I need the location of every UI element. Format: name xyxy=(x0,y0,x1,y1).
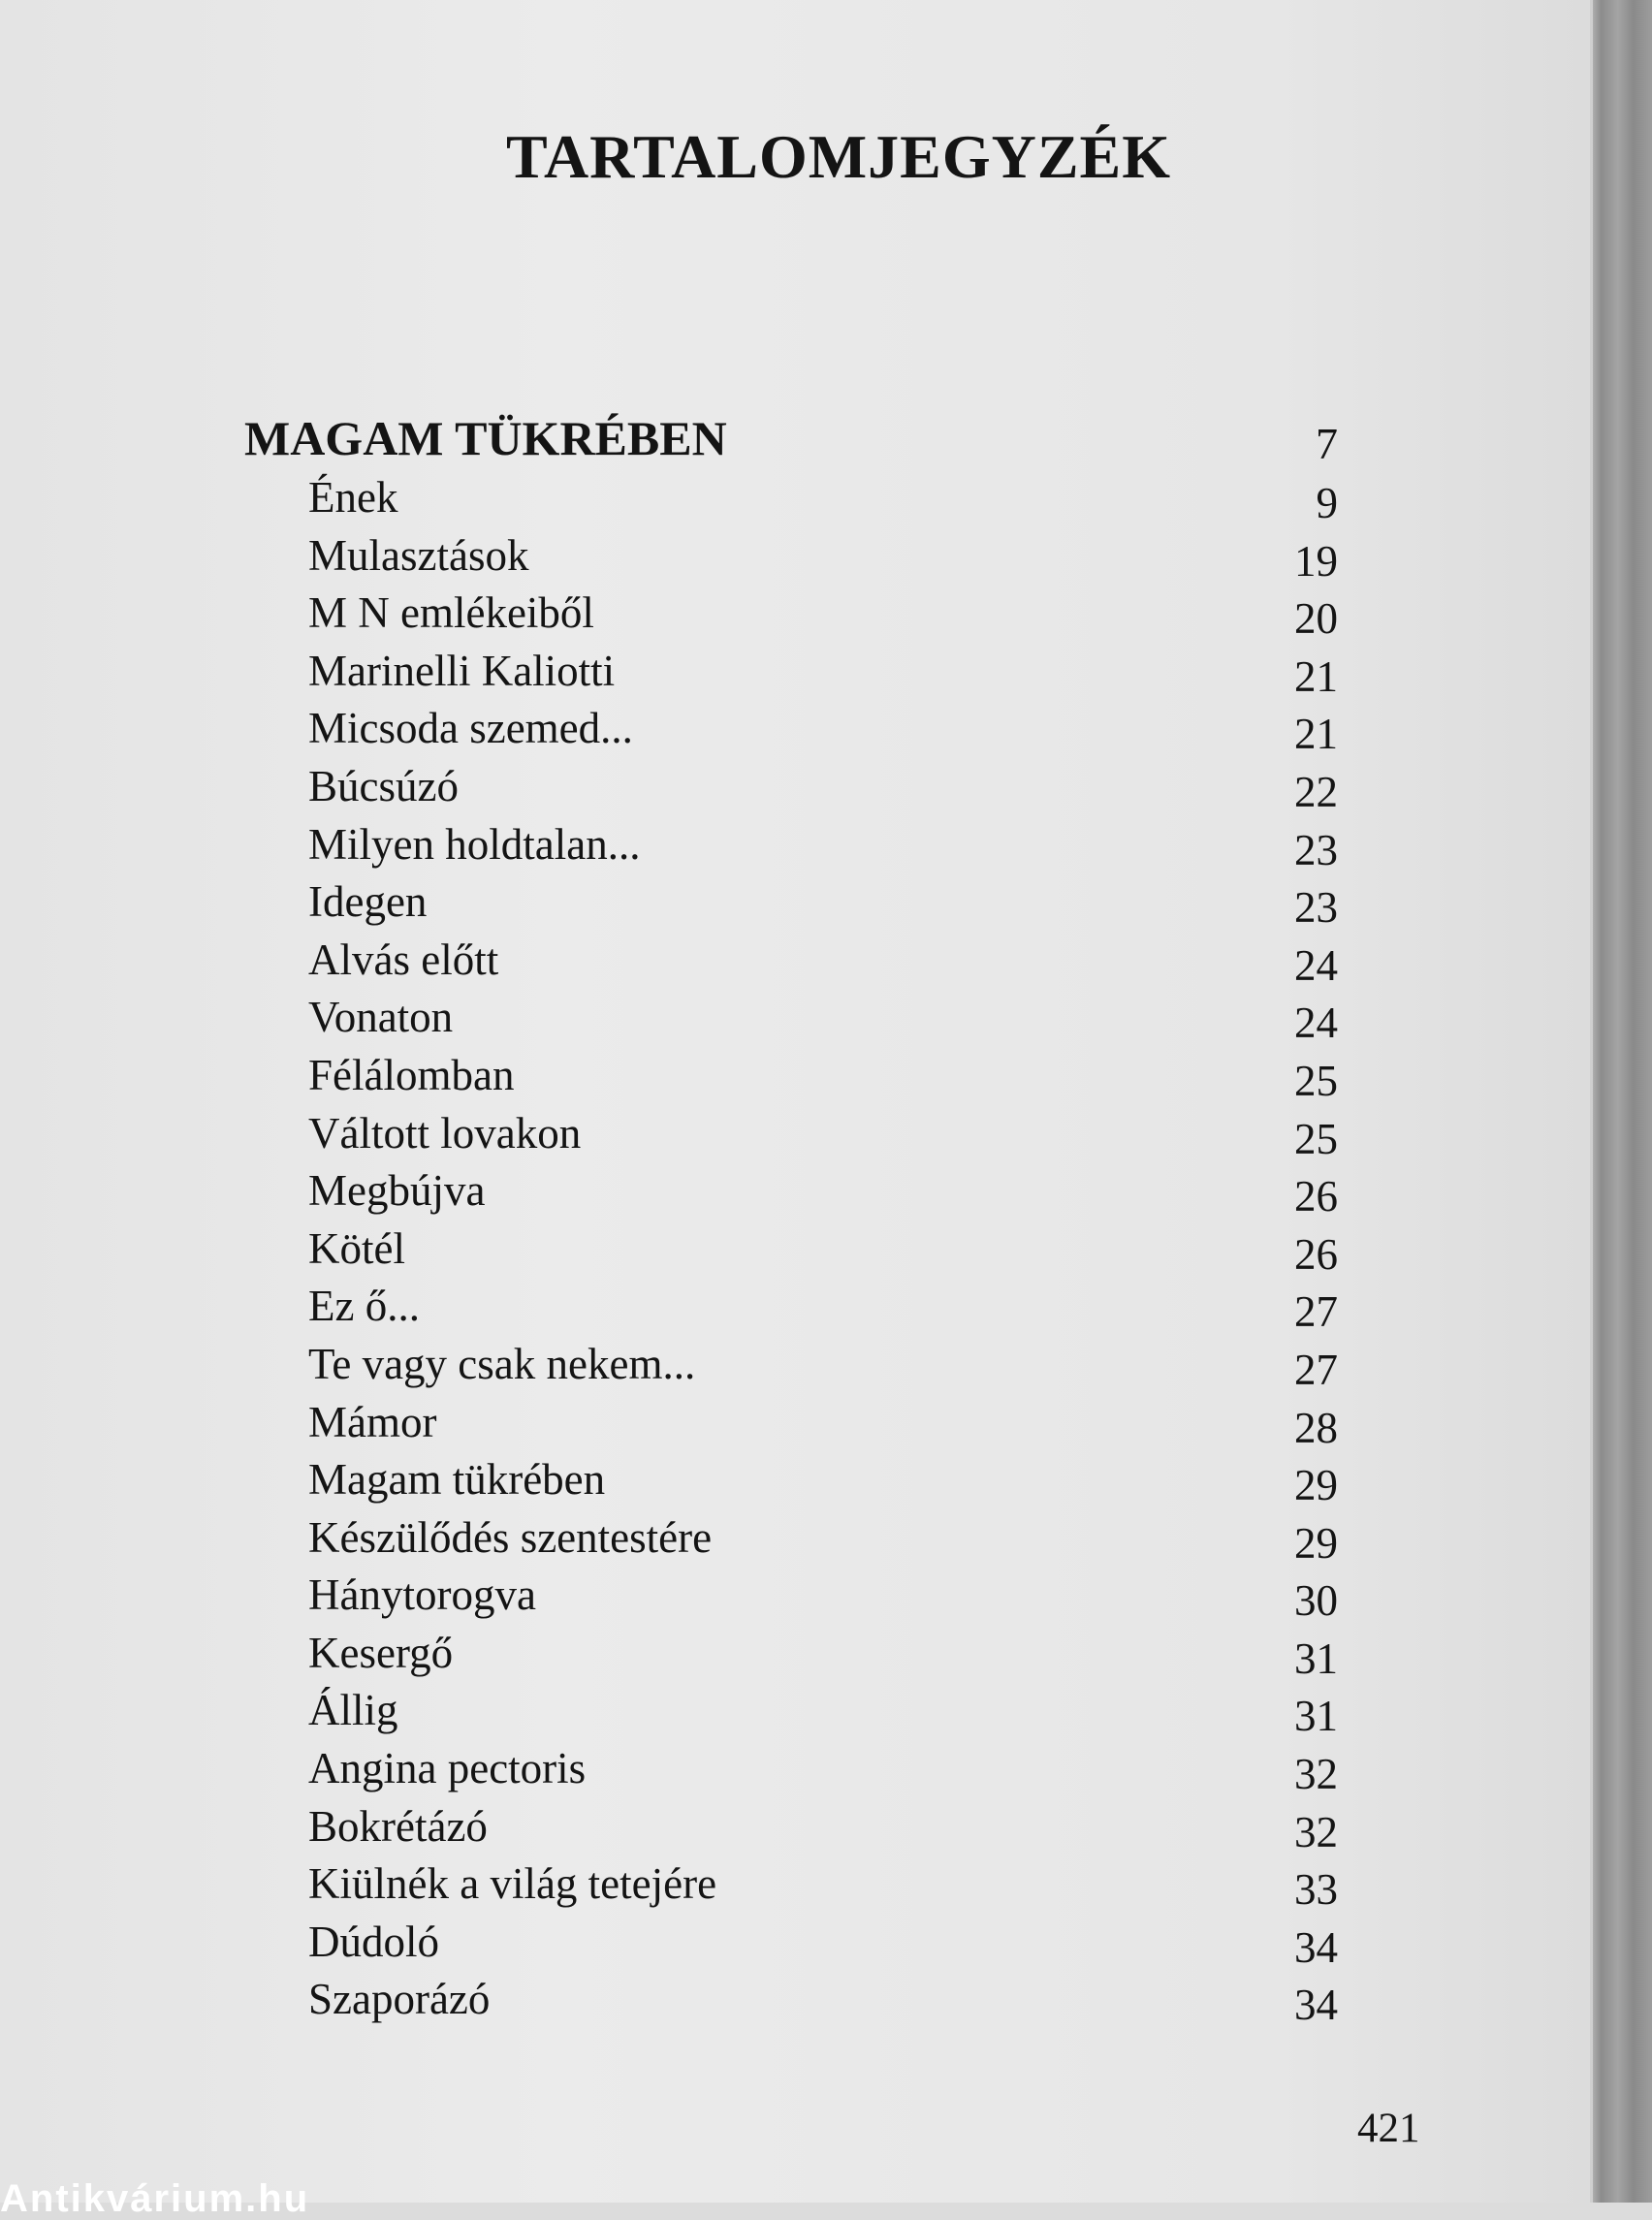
toc-entry xyxy=(242,1278,1338,1336)
toc-section-row xyxy=(242,407,1338,469)
toc-entry-page-number: 25 xyxy=(1294,1056,1338,1105)
toc-entry-page-number: 23 xyxy=(1294,883,1338,933)
toc-entry-title: Váltott lovakon xyxy=(308,1108,582,1158)
toc-entry-list xyxy=(242,469,1338,2029)
toc-entry-title: Szaporázó xyxy=(308,1975,491,2024)
toc-entry-page-number: 9 xyxy=(1316,479,1338,527)
toc-entry xyxy=(242,932,1338,990)
toc-entry xyxy=(242,527,1338,586)
toc-entry-title: Félálomban xyxy=(308,1050,515,1099)
toc-entry-page-number: 31 xyxy=(1294,1692,1338,1741)
toc-entry-title: Kesergő xyxy=(308,1628,454,1677)
section-page-number: 7 xyxy=(1316,419,1338,468)
toc-entry-page-number: 21 xyxy=(1294,710,1338,759)
toc-entry xyxy=(242,1855,1338,1914)
toc-entry-page-number: 23 xyxy=(1294,825,1338,874)
toc-entry xyxy=(242,1105,1338,1163)
toc-entry-title: Megbújva xyxy=(308,1166,486,1216)
toc-entry-title: Te vagy csak nekem... xyxy=(308,1339,696,1388)
toc-entry-page-number: 28 xyxy=(1294,1403,1338,1452)
toc-entry xyxy=(242,873,1338,932)
toc-entry-title: Idegen xyxy=(308,877,428,927)
toc-entry-page-number: 34 xyxy=(1294,1922,1338,1972)
toc-entry-page-number: 30 xyxy=(1294,1576,1338,1626)
toc-entry-title: Magam tükrében xyxy=(308,1455,606,1505)
page-title: TARTALOMJEGYZÉK xyxy=(506,122,1171,191)
toc-entry-page-number: 24 xyxy=(1294,999,1338,1048)
toc-entry xyxy=(242,1394,1338,1452)
table-of-contents xyxy=(242,407,1338,2029)
toc-entry xyxy=(242,585,1338,643)
toc-entry xyxy=(242,1047,1338,1105)
toc-entry xyxy=(242,1162,1338,1221)
toc-entry xyxy=(242,1798,1338,1856)
toc-entry xyxy=(242,1567,1338,1625)
toc-entry-title: Dúdoló xyxy=(308,1917,439,1966)
toc-entry xyxy=(242,816,1338,874)
toc-entry-page-number: 25 xyxy=(1294,1114,1338,1163)
toc-entry-page-number: 32 xyxy=(1294,1807,1338,1856)
toc-entry xyxy=(242,1221,1338,1279)
toc-entry xyxy=(242,1682,1338,1740)
toc-entry-title: Hánytorogva xyxy=(308,1570,536,1620)
toc-entry xyxy=(242,643,1338,701)
toc-entry-title: Készülődés szentestére xyxy=(308,1512,713,1562)
toc-entry-page-number: 24 xyxy=(1294,940,1338,990)
toc-entry-page-number: 29 xyxy=(1294,1518,1338,1568)
toc-entry-title: Búcsúzó xyxy=(308,761,459,810)
toc-entry-page-number: 20 xyxy=(1294,594,1338,644)
toc-entry-title: Bokrétázó xyxy=(308,1801,488,1851)
toc-entry-page-number: 29 xyxy=(1294,1461,1338,1510)
toc-entry xyxy=(242,1914,1338,1972)
toc-entry-title: Kötél xyxy=(308,1223,405,1273)
toc-entry-title: Ének xyxy=(308,473,398,522)
toc-entry-page-number: 27 xyxy=(1294,1287,1338,1337)
toc-entry-page-number: 34 xyxy=(1294,1981,1338,2030)
toc-entry-title: Mulasztások xyxy=(308,530,529,580)
toc-entry xyxy=(242,700,1338,758)
toc-entry-page-number: 33 xyxy=(1294,1865,1338,1915)
toc-entry-page-number: 26 xyxy=(1294,1172,1338,1221)
section-title: MAGAM TÜKRÉBEN xyxy=(244,411,727,465)
toc-entry-page-number: 21 xyxy=(1294,651,1338,701)
toc-entry-title: Micsoda szemed... xyxy=(308,704,633,753)
toc-entry-page-number: 26 xyxy=(1294,1229,1338,1279)
toc-entry xyxy=(242,758,1338,816)
toc-entry-page-number: 27 xyxy=(1294,1345,1338,1394)
toc-entry-title: Angina pectoris xyxy=(308,1744,587,1793)
toc-entry-title: Milyen holdtalan... xyxy=(308,819,641,869)
watermark-text: Antikvárium.hu xyxy=(0,2177,310,2220)
folio-page-number: 421 xyxy=(1357,2106,1420,2151)
toc-entry-title: Ez ő... xyxy=(308,1282,420,1331)
toc-entry-title: Marinelli Kaliotti xyxy=(308,646,616,695)
toc-entry xyxy=(242,1451,1338,1509)
toc-entry-title: M N emlékeiből xyxy=(308,588,594,638)
toc-entry-page-number: 22 xyxy=(1294,767,1338,816)
book-page-edge xyxy=(1590,0,1652,2203)
toc-entry-page-number: 31 xyxy=(1294,1633,1338,1683)
toc-entry xyxy=(242,1509,1338,1568)
toc-entry xyxy=(242,989,1338,1047)
toc-entry xyxy=(242,1740,1338,1798)
toc-entry-page-number: 32 xyxy=(1294,1750,1338,1799)
toc-entry-title: Alvás előtt xyxy=(308,935,499,984)
toc-entry-page-number: 19 xyxy=(1294,536,1338,586)
toc-entry xyxy=(242,1336,1338,1394)
toc-entry-title: Vonaton xyxy=(308,993,454,1042)
toc-entry-title: Kiülnék a világ tetejére xyxy=(308,1859,717,1909)
toc-entry xyxy=(242,469,1338,527)
toc-entry-title: Állig xyxy=(308,1686,398,1735)
toc-entry-title: Mámor xyxy=(308,1397,437,1446)
toc-entry xyxy=(242,1971,1338,2029)
toc-entry xyxy=(242,1625,1338,1683)
